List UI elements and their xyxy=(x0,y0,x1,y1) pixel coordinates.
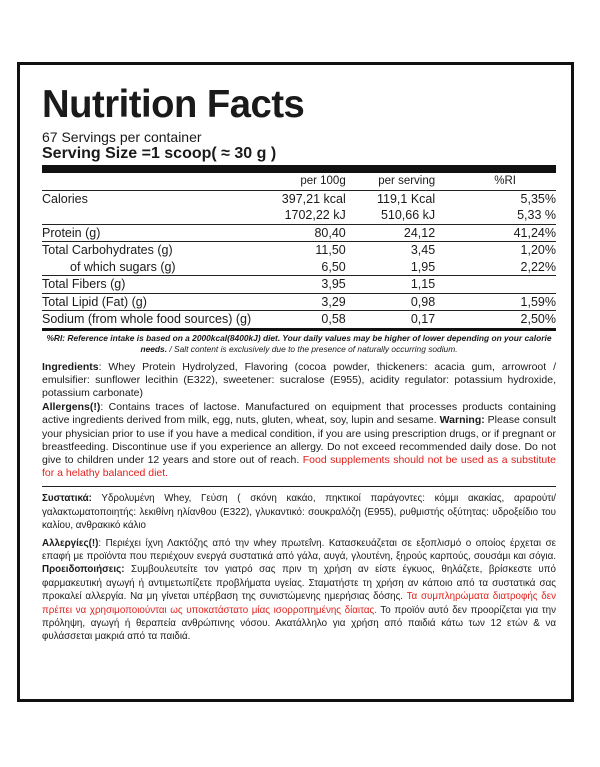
table-row xyxy=(42,259,556,276)
per-100g-value: 397,21 kcal xyxy=(257,190,346,207)
language-divider xyxy=(42,486,556,487)
warning-text: Please consult your physician prior to use if you have a medical condition, if you are using prescription drugs, or if pregnant or breastfeeding. Discontinue use if you experience an allergy. Do not exceed recommended daily dose. Do not give to children under 12 years and store out of reach. xyxy=(42,414,556,466)
nutrient-name: Protein (g) xyxy=(42,224,257,242)
allergens-label: Allergens(!) xyxy=(42,401,101,414)
warning-label: Warning: xyxy=(439,414,485,427)
ri-value: 2,50% xyxy=(435,311,556,330)
per-100g-value: 11,50 xyxy=(257,242,346,259)
ingredients-section xyxy=(42,361,556,401)
nutrient-name: of which sugars (g) xyxy=(70,259,176,274)
nutrition-label xyxy=(17,62,574,702)
table-row xyxy=(42,207,556,224)
greek-warning-tail: Το προϊόν αυτό δεν προορίζεται για την πρόληψη, αγωγή ή θεραπεία ανθρώπινης νόσου. Ακατάλληλο για χρήση από παιδιά κάτω των 12 ετών & να φυλάσσεται μακριά από τα παιδιά. xyxy=(42,604,556,643)
per-serving-value: 1,15 xyxy=(346,276,435,294)
table-row xyxy=(42,190,556,207)
allergens-section xyxy=(42,401,556,480)
nutrient-name: Total Fibers (g) xyxy=(42,276,257,294)
table-row xyxy=(42,293,556,311)
ingredients-text: : Whey Protein Hydrolyzed, Flavoring (cocoa powder, thickeners: acacia gum, arrowroot / emulsifier: sunflower lecithin (E322), sweetener: sucralose (E955), acidity regulator: potassium hydroxide, potassium carbonate) xyxy=(42,360,556,399)
greek-ingredients-text: Υδρολυμένη Whey, Γεύση ( σκόνη κακάο, πηκτικοί παράγοντες: κόμμι ακακίας, αραρούτι/ γαλακτωματοποιητής: λεκιθίνη ηλίανθου (E322), γλυκαντικό: σουκραλόζη (E955), ρυθμιστής οξύτητας: υδροξείδιο του καλίου, ανθρακικό κάλιο xyxy=(42,493,556,532)
per-serving-value: 3,45 xyxy=(346,242,435,259)
header-cell-ri: %RI xyxy=(494,175,516,187)
nutrient-name: Calories xyxy=(42,190,257,207)
table-row xyxy=(42,276,556,294)
nutrient-name: Total Lipid (Fat) (g) xyxy=(42,293,257,311)
ri-value: 5,33 % xyxy=(517,208,556,222)
per-100g-value: 6,50 xyxy=(321,259,346,274)
warning-red-text: Food supplements should not be used as a substitute for a helathy balanced diet. xyxy=(42,453,556,480)
per-100g-value: 1702,22 kJ xyxy=(284,208,346,222)
nutrition-table xyxy=(42,173,556,331)
allergens-text: : Contains traces of lactose. Manufactured on equipment that processes products containing active ingredients derived from milk, egg, nuts, gluten, wheat, soy, lupin and sesame. xyxy=(42,401,556,427)
servings-per-container: 67 Servings per container xyxy=(42,129,202,145)
greek-warning-text: Συμβουλευτείτε τον γιατρό σας πριν τη χρήση αν είστε έγκυος, θηλάζετε, βρίσκεστε υπό φαρμακευτική αγωγή ή αντιμετωπίζετε προβλήματα υγείας. Σταματήστε τη χρήση αν κάποιο από τα συστατικά σας προκαλεί αλλεργία. Να μη γίνεται υπέρβαση της συνιστώμενης ημερήσιας δόσης. xyxy=(42,564,556,603)
per-serving-value: 0,17 xyxy=(346,311,435,330)
per-serving-value: 119,1 Kcal xyxy=(346,190,435,207)
ri-value: 2,22% xyxy=(520,259,556,274)
ri-footnote xyxy=(42,333,556,355)
table-row xyxy=(42,242,556,259)
ri-value: 1,20% xyxy=(435,242,556,259)
per-serving-value: 0,98 xyxy=(346,293,435,311)
footnote-bold: %RI: Reference intake is based on a 2000kcal(8400kJ) diet. Your daily values may be higher of lower depending on your calorie needs. xyxy=(46,332,552,354)
per-100g-value: 0,58 xyxy=(257,311,346,330)
nutrient-name xyxy=(42,207,257,224)
greek-warning-red-text: Τα συμπληρώματα διατροφής δεν πρέπει να χρησιμοποιούνται ως υποκατάστατο μίας ισορροπημένης δίαιτας. xyxy=(42,591,556,616)
table-header-row xyxy=(42,173,556,190)
header-cell-nutrient xyxy=(42,173,257,190)
ri-value: 5,35% xyxy=(435,190,556,207)
ri-value xyxy=(435,276,556,294)
ri-value: 1,59% xyxy=(435,293,556,311)
header-cell-per-serving: per serving xyxy=(378,175,436,187)
ingredients-label: Ingredients xyxy=(42,360,99,373)
thick-rule xyxy=(42,165,556,173)
greek-allergens-label: Αλλεργίες(!) xyxy=(42,537,99,549)
nutrient-name: Sodium (from whole food sources) (g) xyxy=(42,311,257,330)
serving-size: Serving Size =1 scoop( ≈ 30 g ) xyxy=(42,145,277,162)
per-100g-value: 80,40 xyxy=(257,224,346,242)
per-serving-value: 24,12 xyxy=(346,224,435,242)
per-serving-value: 510,66 kJ xyxy=(380,208,436,222)
label-content xyxy=(42,85,556,644)
table-row xyxy=(42,224,556,242)
ri-value: 41,24% xyxy=(435,224,556,242)
per-100g-value: 3,95 xyxy=(257,276,346,294)
per-100g-value: 3,29 xyxy=(257,293,346,311)
header-cell-per-100g: per 100g xyxy=(300,175,346,187)
nutrient-name: Total Carbohydrates (g) xyxy=(42,242,257,259)
greek-allergens-section xyxy=(42,537,556,644)
per-serving-value: 1,95 xyxy=(410,259,436,274)
footnote-rest: / Salt content is exclusively due to the presence of naturally occurring sodium. xyxy=(167,343,458,354)
greek-ingredients-section xyxy=(42,492,556,532)
label-title: Nutrition Facts xyxy=(42,83,305,126)
greek-warning-label: Προειδοποιήσεις: xyxy=(42,564,125,576)
greek-allergens-text: : Περιέχει ίχνη Λακτόζης από την whey πρωτεΐνη. Κατασκευάζεται σε εξοπλισμό ο οποίος έρχεται σε επαφή με προϊόντα που περιέχουν ενεργά συστατικά από γάλα, αυγά, γλουτένη, ξηρούς καρπούς, σουσάμι και σόγια. xyxy=(42,537,556,562)
table-row xyxy=(42,311,556,330)
greek-ingredients-label: Συστατικά: xyxy=(42,493,92,505)
